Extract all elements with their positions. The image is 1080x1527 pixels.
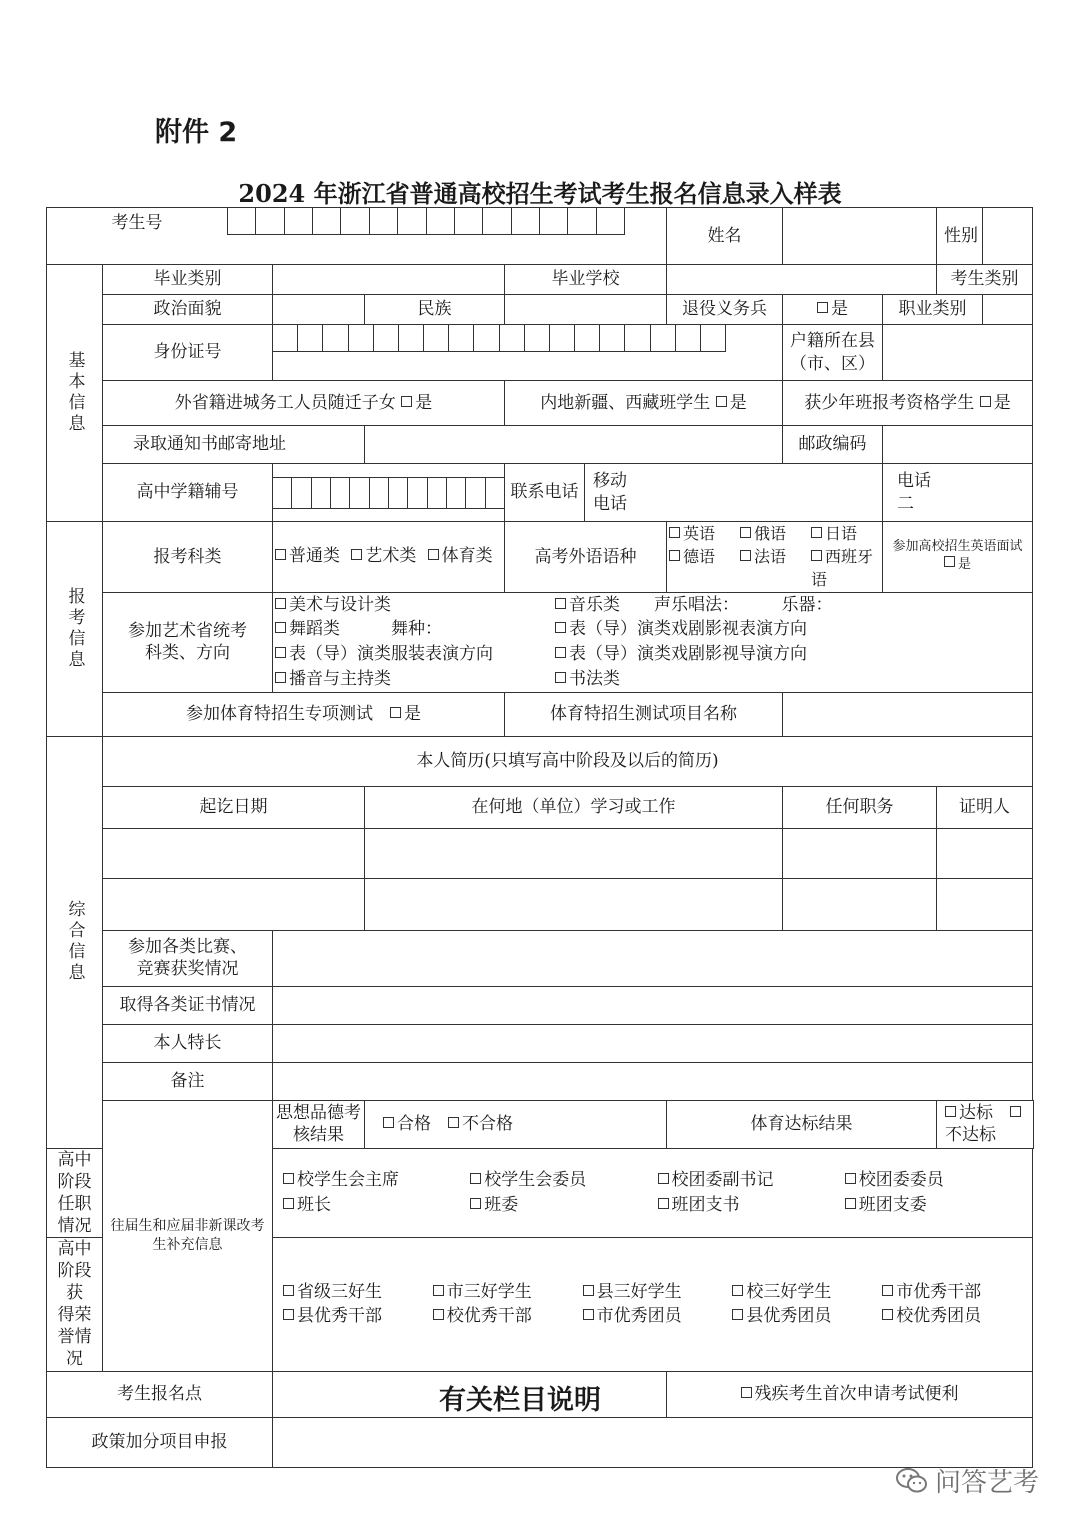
political-field[interactable]	[273, 295, 365, 325]
resume-col-place: 在何地（单位）学习或工作	[365, 786, 783, 828]
checkbox-icon	[945, 1106, 956, 1117]
postcode-field[interactable]	[883, 426, 1033, 464]
migrant-child[interactable]: 外省籍进城务工人员随迁子女 是	[103, 381, 505, 426]
sports-item-field[interactable]	[783, 692, 1033, 736]
checkbox-icon	[740, 527, 751, 538]
checkbox-icon	[669, 527, 680, 538]
subject-type-options[interactable]: 普通类 艺术类 体育类	[273, 522, 505, 593]
moral-label: 思想品德考核结果	[273, 1100, 365, 1148]
checkbox-icon	[555, 647, 566, 658]
resume-cell[interactable]	[783, 878, 937, 930]
checkbox-icon	[555, 598, 566, 609]
candidate-type-label: 考生类别	[937, 265, 1033, 295]
checkbox-icon	[470, 1173, 481, 1184]
checkbox-icon	[811, 550, 822, 561]
section-basic: 基本信息	[47, 265, 103, 522]
checkbox-icon	[845, 1173, 856, 1184]
checkbox-icon	[275, 672, 286, 683]
language-label: 高考外语语种	[505, 522, 667, 593]
grad-type-field[interactable]	[273, 265, 505, 295]
checkbox-icon	[980, 396, 991, 407]
checkbox-icon	[555, 622, 566, 633]
gender-label: 性别	[937, 208, 983, 265]
registration-site-label: 考生报名点	[47, 1371, 273, 1417]
checkbox-icon	[669, 550, 680, 561]
art-exam-options[interactable]: 美术与设计类 音乐类 声乐唱法： 乐器： 舞蹈类 舞种： 表（导）演类戏剧影视表演方向 表（导）演类服装表演方向 表（导）演类戏剧影视导演方向 播音与主持类 书法类	[273, 592, 1033, 692]
resume-col-position: 任何职务	[783, 786, 937, 828]
checkbox-icon	[882, 1285, 893, 1296]
student-no-field[interactable]	[273, 464, 505, 522]
veteran-label: 退役义务兵	[667, 295, 783, 325]
specialty-label: 本人特长	[103, 1024, 273, 1062]
id-no-label: 身份证号	[103, 325, 273, 381]
checkbox-icon	[275, 622, 286, 633]
name-field[interactable]	[783, 208, 937, 265]
checkbox-icon	[283, 1309, 294, 1320]
postcode-label: 邮政编码	[783, 426, 883, 464]
ethnicity-label: 民族	[365, 295, 505, 325]
checkbox-icon	[845, 1198, 856, 1209]
checkbox-icon	[732, 1285, 743, 1296]
notes-heading: 有关栏目说明	[439, 1385, 601, 1416]
checkbox-icon	[732, 1309, 743, 1320]
resume-cell[interactable]	[103, 828, 365, 878]
checkbox-icon	[470, 1198, 481, 1209]
checkbox-icon	[401, 396, 412, 407]
mail-address-label: 录取通知书邮寄地址	[103, 426, 365, 464]
gender-field[interactable]	[983, 208, 1033, 265]
resume-cell[interactable]	[365, 878, 783, 930]
checkbox-icon	[390, 707, 401, 718]
checkbox-icon	[555, 672, 566, 683]
xinjiang-tibet-class[interactable]: 内地新疆、西藏班学生 是	[505, 381, 783, 426]
checkbox-icon	[283, 1173, 294, 1184]
checkbox-icon	[428, 549, 439, 560]
specialty-field[interactable]	[273, 1024, 1033, 1062]
sports-test[interactable]: 参加体育特招生专项测试 是	[103, 692, 505, 736]
honors-label: 高中阶段获 得荣誉情况	[47, 1237, 103, 1371]
section-application: 报考信息	[47, 522, 103, 737]
id-no-field[interactable]	[273, 325, 783, 381]
checkbox-icon	[1010, 1106, 1021, 1117]
checkbox-icon	[351, 549, 362, 560]
attachment-label: 附件 2	[155, 117, 238, 148]
checkbox-icon	[583, 1285, 594, 1296]
ethnicity-field[interactable]	[505, 295, 667, 325]
contact-label: 联系电话	[505, 464, 585, 522]
exam-no-label: 考生号	[111, 213, 163, 233]
section-general: 综合信息	[47, 736, 103, 1148]
awards-label: 参加各类比赛、 竞赛获奖情况	[103, 930, 273, 986]
subject-type-label: 报考科类	[103, 522, 273, 593]
policy-bonus-label: 政策加分项目申报	[47, 1417, 273, 1467]
political-label: 政治面貌	[103, 295, 273, 325]
checkbox-icon	[740, 550, 751, 561]
resume-col-dates: 起讫日期	[103, 786, 365, 828]
mobile-phone[interactable]: 移动 电话	[585, 464, 883, 522]
art-exam-label: 参加艺术省统考 科类、方向	[103, 592, 273, 692]
checkbox-icon	[882, 1309, 893, 1320]
resume-cell[interactable]	[937, 878, 1033, 930]
certificates-field[interactable]	[273, 986, 1033, 1024]
hukou-field[interactable]	[883, 325, 1033, 381]
checkbox-icon	[583, 1309, 594, 1320]
grad-school-field[interactable]	[667, 265, 937, 295]
english-interview[interactable]: 参加高校招生英语面试是	[883, 522, 1033, 593]
moral-options[interactable]: 合格 不合格	[365, 1100, 667, 1148]
sports-item-label: 体育特招生测试项目名称	[505, 692, 783, 736]
phone-two[interactable]: 电话 二	[883, 464, 1033, 522]
resume-col-witness: 证明人	[937, 786, 1033, 828]
policy-bonus-field[interactable]	[273, 1417, 1033, 1467]
checkbox-icon	[448, 1117, 459, 1128]
checkbox-icon	[275, 598, 286, 609]
youth-class[interactable]: 获少年班报考资格学生 是	[783, 381, 1033, 426]
awards-field[interactable]	[273, 930, 1033, 986]
resume-cell[interactable]	[103, 878, 365, 930]
mail-address-field[interactable]	[365, 426, 783, 464]
checkbox-icon	[383, 1117, 394, 1128]
positions-options[interactable]: 校学生会主席 校学生会委员 校团委副书记 校团委委员 班长 班委 班团支书 班团支委	[273, 1148, 1033, 1237]
exam-no-cell	[47, 208, 667, 265]
checkbox-icon	[944, 556, 955, 567]
veteran-option[interactable]: 是	[783, 295, 883, 325]
registration-form-table	[46, 207, 1034, 1468]
checkbox-icon	[811, 527, 822, 538]
student-no-label: 高中学籍辅号	[103, 464, 273, 522]
checkbox-icon	[275, 647, 286, 658]
language-options[interactable]: 英语 俄语 日语 德语 法语 西班牙语	[667, 522, 883, 593]
positions-label: 高中阶段任职情况	[47, 1148, 103, 1237]
checkbox-icon	[433, 1309, 444, 1320]
certificates-label: 取得各类证书情况	[103, 986, 273, 1024]
occupation-field[interactable]	[983, 295, 1033, 325]
watermark-text: 问答艺考	[935, 1468, 1040, 1498]
resume-cell[interactable]	[783, 828, 937, 878]
grad-school-label: 毕业学校	[505, 265, 667, 295]
checkbox-icon	[433, 1285, 444, 1296]
fitness-label: 体育达标结果	[667, 1100, 937, 1148]
remarks-field[interactable]	[273, 1062, 1033, 1100]
checkbox-icon	[283, 1285, 294, 1296]
resume-cell[interactable]	[937, 828, 1033, 878]
form-title: 2024 年浙江省普通高校招生考试考生报名信息录入样表	[238, 179, 842, 208]
honors-options[interactable]: 省级三好生 市三好学生 县三好学生 校三好学生 市优秀干部 县优秀干部 校优秀干部 市优秀团员 县优秀团员 校优秀团员	[273, 1237, 1033, 1371]
resume-title: 本人简历(只填写高中阶段及以后的简历)	[103, 736, 1033, 786]
checkbox-icon	[283, 1198, 294, 1209]
section-supplement: 往届生和应届非新课改考生补充信息	[103, 1100, 273, 1371]
checkbox-icon	[716, 396, 727, 407]
checkbox-icon	[658, 1173, 669, 1184]
checkbox-icon	[658, 1198, 669, 1209]
watermark	[895, 1462, 1039, 1499]
checkbox-icon	[817, 302, 828, 313]
fitness-options[interactable]: 达标 不达标	[937, 1100, 1034, 1148]
remarks-label: 备注	[103, 1062, 273, 1100]
hukou-label: 户籍所在县 （市、区）	[783, 325, 883, 381]
disability-option[interactable]: 残疾考生首次申请考试便利	[667, 1371, 1033, 1417]
exam-no-boxes[interactable]	[227, 208, 625, 235]
grad-type-label: 毕业类别	[103, 265, 273, 295]
occupation-label: 职业类别	[883, 295, 983, 325]
checkbox-icon	[275, 549, 286, 560]
name-label: 姓名	[667, 208, 783, 265]
wechat-icon	[895, 1467, 929, 1495]
resume-cell[interactable]	[365, 828, 783, 878]
